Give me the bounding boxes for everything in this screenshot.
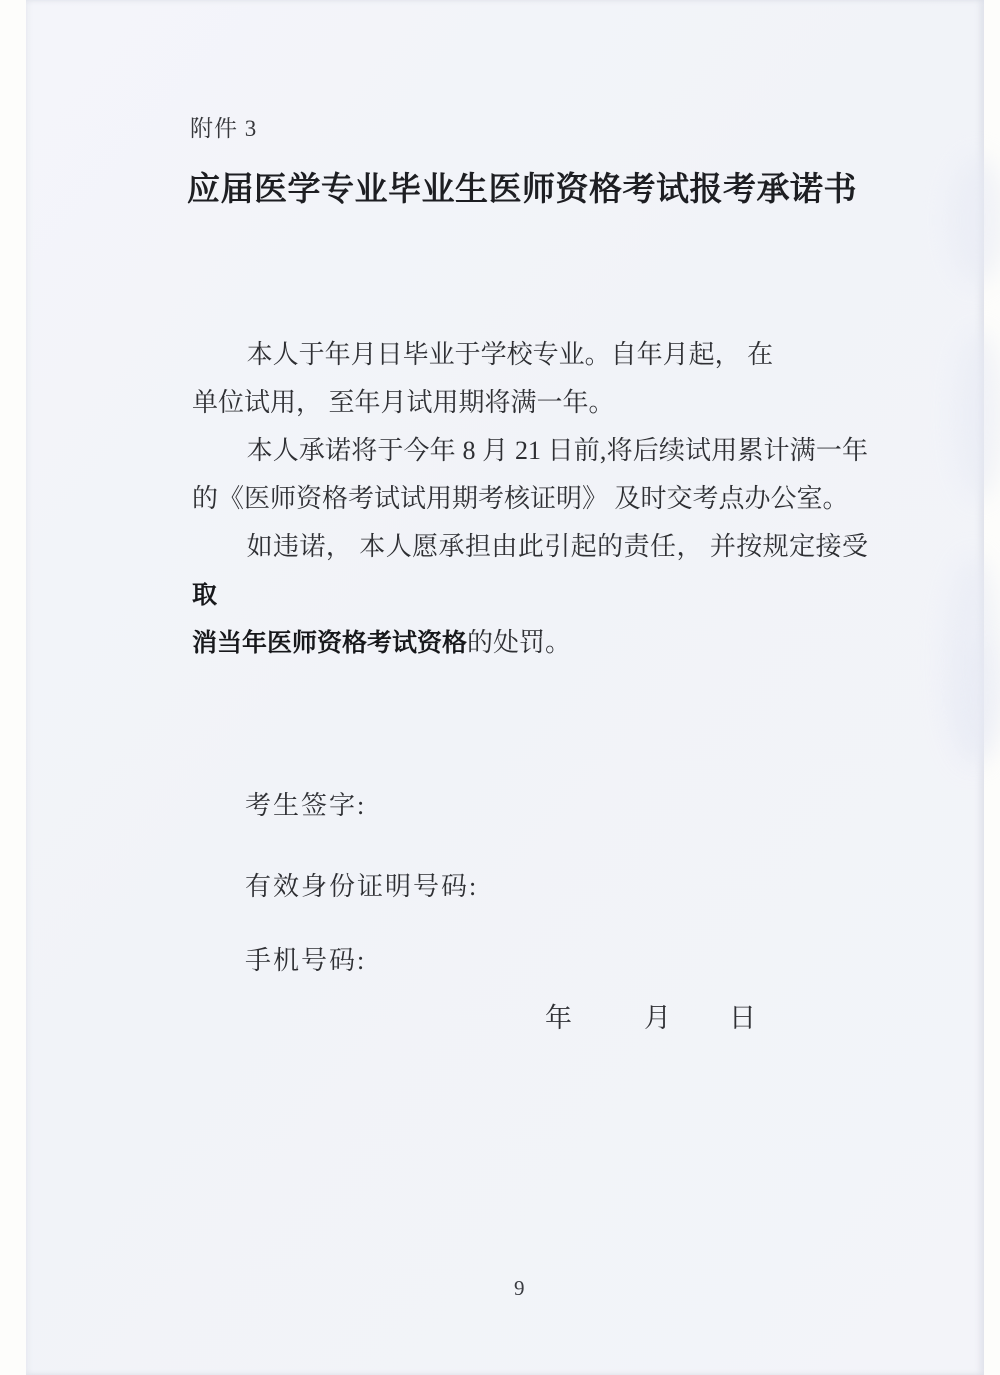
bleed-through-smudge: [956, 640, 1000, 760]
paragraph3-line2-bold-text: 消当年医师资格考试资格: [192, 629, 468, 657]
paragraph2-line1: 本人承诺将于今年 8 月 21 日前,将后续试用累计满一年: [246, 436, 868, 465]
bleed-through-smudge: [948, 155, 1000, 285]
paragraph1-line1: 本人于年月日毕业于学校专业。自年月起， 在: [246, 340, 774, 369]
date-day-label: 日: [729, 1003, 756, 1033]
page-number: 9: [514, 1276, 525, 1300]
paragraph2-line2: 的《医师资格考试试用期考核证明》 及时交考点办公室。: [192, 484, 849, 513]
paragraph3-line1-bold-text: 取: [192, 581, 218, 609]
mobile-number-label: 手机号码:: [245, 946, 367, 975]
paragraph1-line2: 单位试用， 至年月试用期将满一年。: [192, 388, 615, 417]
date-line: [545, 996, 756, 1035]
paragraph3-line2-regular-text: 的处罚。: [467, 628, 572, 657]
paragraph3-line1-regular-text: 如违诺， 本人愿承担由此引起的责任， 并按规定接受: [246, 532, 868, 561]
candidate-signature-label: 考生签字:: [245, 791, 367, 820]
attachment-number-label: 附件 3: [190, 116, 258, 141]
bleed-through-smudge: [954, 330, 1000, 500]
paragraph3-line2: [192, 619, 868, 667]
paragraph3-line1: [192, 523, 868, 619]
date-month-label: 月: [644, 1003, 671, 1033]
document-body: [192, 331, 868, 667]
date-year-label: 年: [545, 1003, 572, 1033]
id-number-label: 有效身份证明号码:: [245, 872, 479, 901]
document-title: 应届医学专业毕业生医师资格考试报考承诺书: [187, 172, 857, 208]
